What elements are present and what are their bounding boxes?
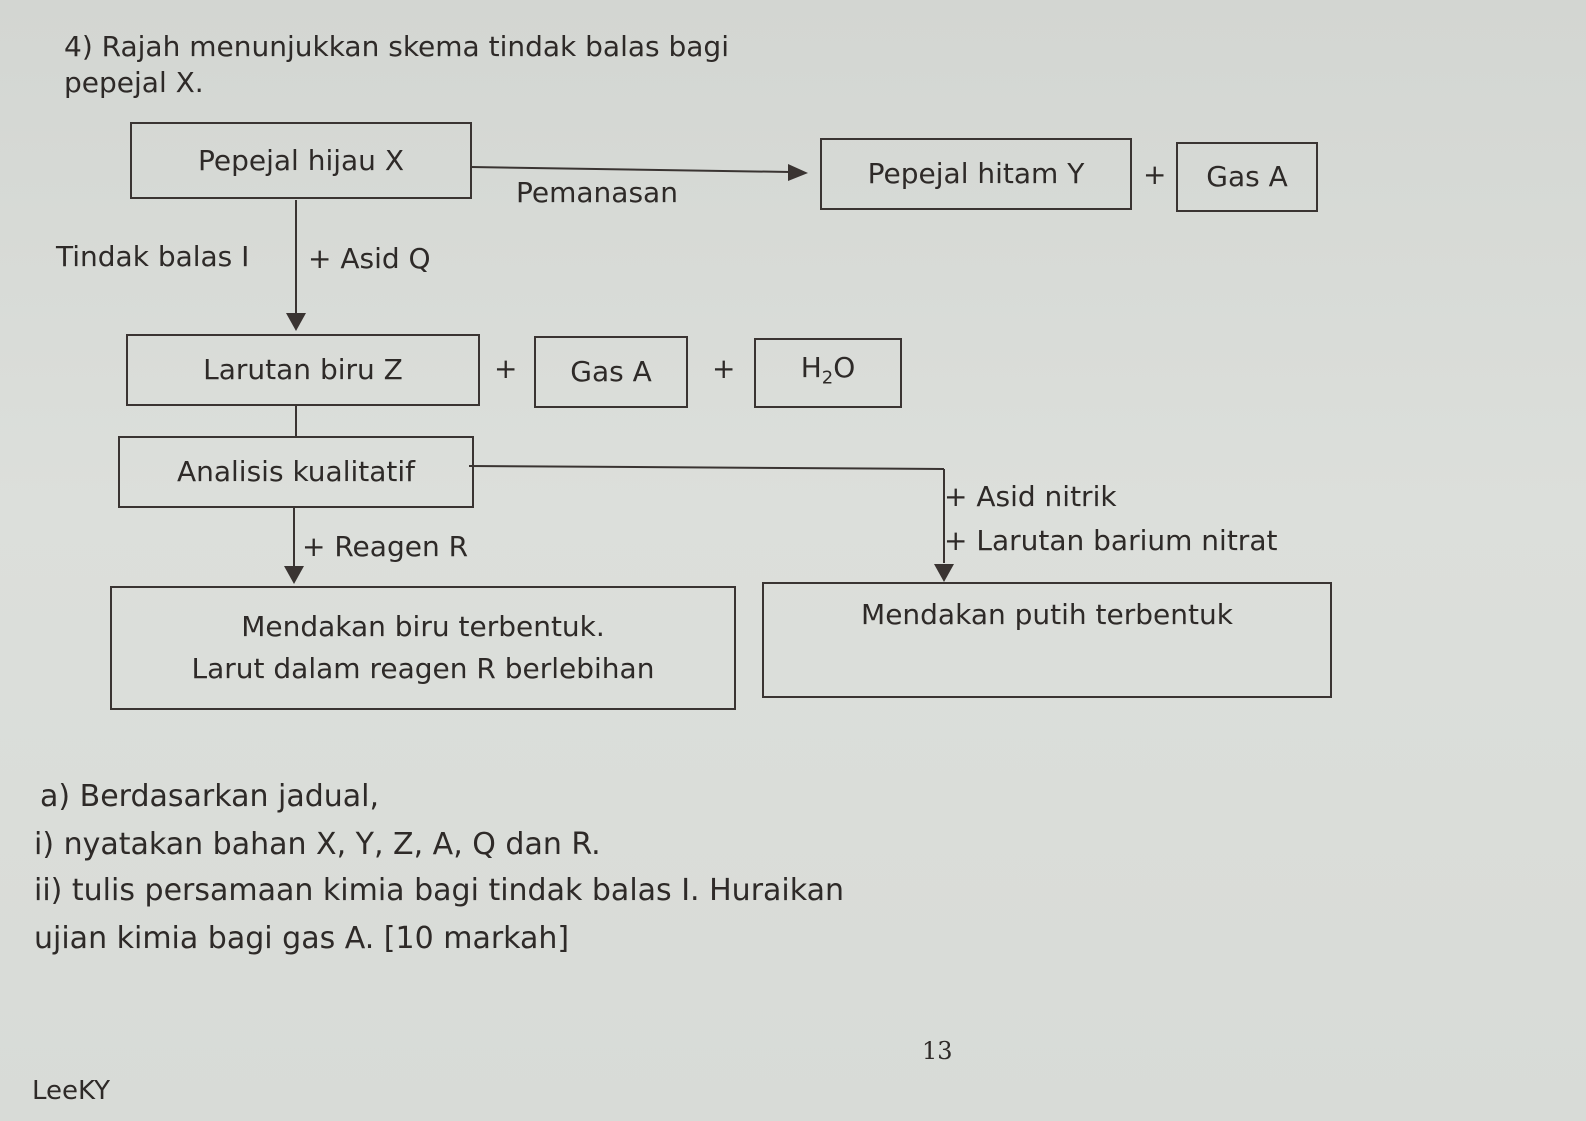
gas-a-label: Gas A xyxy=(570,355,652,388)
gas-a-label: Gas A xyxy=(1206,160,1288,193)
nitric-arrowhead xyxy=(934,564,954,582)
task-ii-line-2: ujian kimia bagi gas A. [10 markah] xyxy=(34,921,570,956)
water-formula xyxy=(801,347,856,400)
nitric-branch-horizontal xyxy=(469,466,944,469)
white-precipitate-box xyxy=(762,582,1332,698)
plus-sign: + xyxy=(712,352,736,385)
blue-precipitate-box xyxy=(110,586,736,710)
solution-z-label: Larutan biru Z xyxy=(203,353,403,386)
qualitative-analysis-box xyxy=(118,436,474,508)
solid-x-box xyxy=(130,122,472,199)
plus-sign: + xyxy=(494,352,518,385)
author-label: LeeKY xyxy=(32,1076,111,1106)
task-a: a) Berdasarkan jadual, xyxy=(40,779,380,814)
qualitative-analysis-label: Analisis kualitatif xyxy=(176,455,416,488)
reaction-i-arrowhead xyxy=(286,313,306,331)
task-ii-line-1: ii) tulis persamaan kimia bagi tindak balas I. Huraikan xyxy=(34,873,844,908)
question-line-1: 4) Rajah menunjukkan skema tindak balas bagi xyxy=(64,30,729,63)
reagent-r-arrowhead xyxy=(284,566,304,584)
barium-nitrate-label: + Larutan barium nitrat xyxy=(944,524,1278,557)
water-subscript: 2 xyxy=(821,367,834,389)
blue-precipitate-line-2: Larut dalam reagen R berlebihan xyxy=(191,652,655,685)
acid-q-label: + Asid Q xyxy=(308,242,431,275)
gas-a-box-top xyxy=(1176,142,1318,212)
solution-z-box xyxy=(126,334,480,406)
solid-y-box xyxy=(820,138,1132,210)
water-h: H xyxy=(800,350,822,384)
heating-arrowhead xyxy=(788,164,808,181)
water-box xyxy=(754,338,902,408)
question-line-2: pepejal X. xyxy=(64,66,204,99)
solid-y-label: Pepejal hitam Y xyxy=(867,157,1085,190)
water-o: O xyxy=(833,350,856,384)
reagent-r-label: + Reagen R xyxy=(302,530,469,563)
task-i: i) nyatakan bahan X, Y, Z, A, Q dan R. xyxy=(34,827,601,862)
heating-label: Pemanasan xyxy=(516,176,678,209)
plus-sign: + xyxy=(1143,158,1167,191)
nitric-acid-label: + Asid nitrik xyxy=(944,480,1117,513)
blue-precipitate-line-1: Mendakan biru terbentuk. xyxy=(241,610,605,643)
page-number: 13 xyxy=(922,1037,953,1065)
gas-a-box-mid xyxy=(534,336,688,408)
solid-x-label: Pepejal hijau X xyxy=(197,143,405,177)
reaction-i-label: Tindak balas I xyxy=(56,240,250,273)
heating-arrow-line xyxy=(471,167,790,172)
white-precipitate-label: Mendakan putih terbentuk xyxy=(861,598,1233,631)
